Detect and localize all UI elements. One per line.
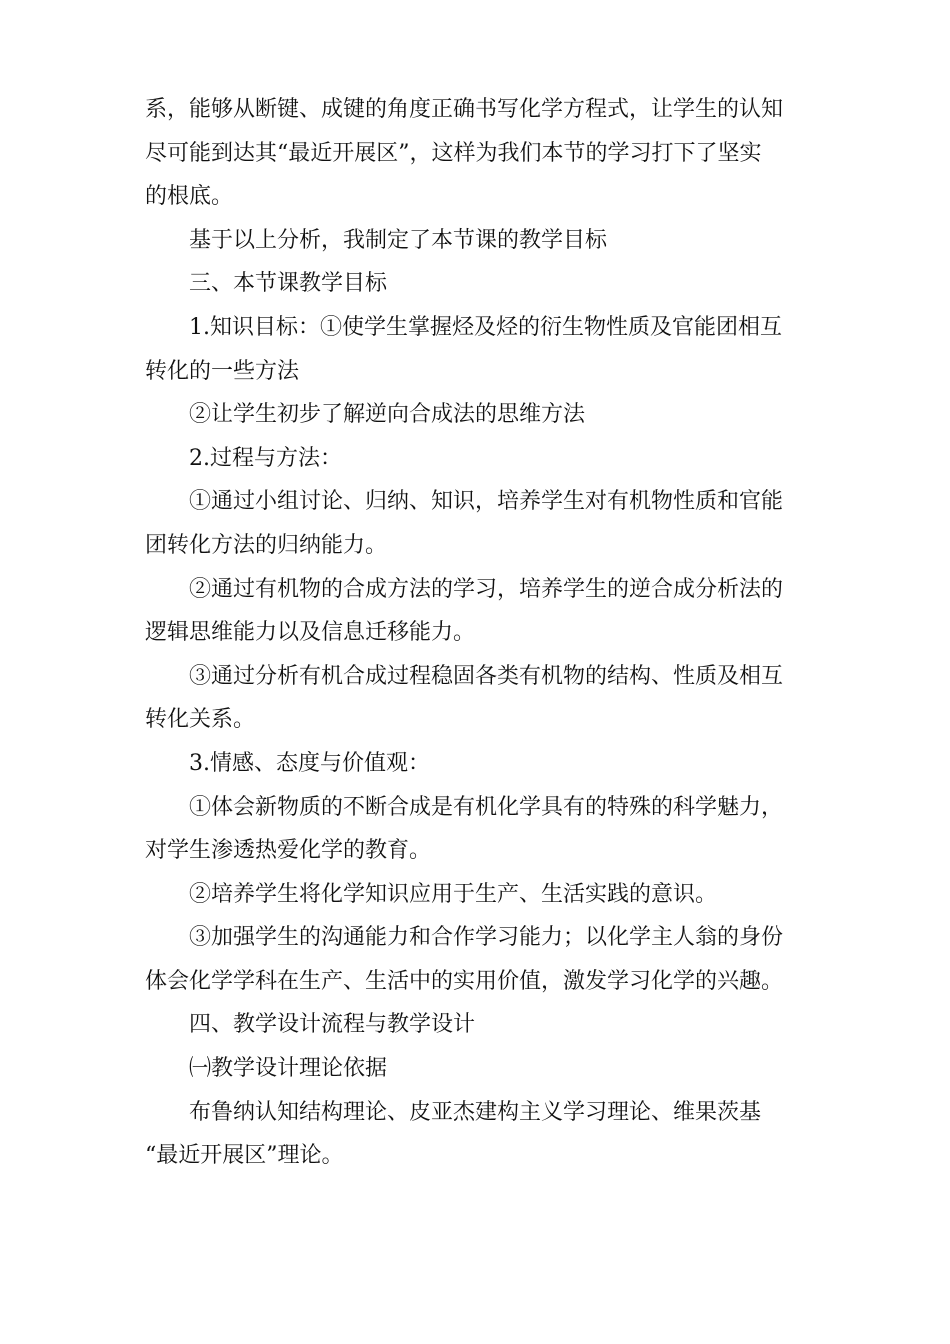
text-line-7: 转化的一些方法 bbox=[145, 358, 300, 384]
text-line-3: 的根底。 bbox=[145, 184, 234, 210]
text-line-4: 基于以上分析，我制定了本节课的教学目标 bbox=[189, 227, 608, 253]
text-line-24: 布鲁纳认知结构理论、皮亚杰建构主义学习理论、维果茨基 bbox=[189, 1099, 762, 1125]
subheading-emotion-attitude: 3.情感、态度与价值观： bbox=[189, 750, 430, 776]
text-line-14: ③通过分析有机合成过程稳固各类有机物的结构、性质及相互 bbox=[189, 663, 784, 689]
text-line-20: ③加强学生的沟通能力和合作学习能力；以化学主人翁的身份 bbox=[189, 925, 784, 951]
text-line-6: 1.知识目标：①使学生掌握烃及烃的衍生物性质及官能团相互 bbox=[189, 314, 782, 340]
text-line-18: 对学生渗透热爱化学的教育。 bbox=[145, 838, 432, 864]
text-line-17: ①体会新物质的不断合成是有机化学具有的特殊的科学魅力， bbox=[189, 794, 784, 820]
subheading-process-method: 2.过程与方法： bbox=[189, 445, 342, 471]
text-line-8: ②让学生初步了解逆向合成法的思维方法 bbox=[189, 402, 586, 428]
text-line-12: ②通过有机物的合成方法的学习，培养学生的逆合成分析法的 bbox=[189, 576, 784, 602]
section-heading-3: 三、本节课教学目标 bbox=[189, 271, 388, 297]
text-line-11: 团转化方法的归纳能力。 bbox=[145, 532, 388, 558]
document-body bbox=[145, 88, 800, 1178]
text-line-2: 尽可能到达其“最近开展区”，这样为我们本节的学习打下了坚实 bbox=[145, 140, 762, 166]
text-line-19: ②培养学生将化学知识应用于生产、生活实践的意识。 bbox=[189, 881, 718, 907]
text-line-25: “最近开展区”理论。 bbox=[145, 1143, 344, 1169]
text-line-10: ①通过小组讨论、归纳、知识，培养学生对有机物性质和官能 bbox=[189, 489, 784, 515]
section-heading-4: 四、教学设计流程与教学设计 bbox=[189, 1012, 476, 1038]
subheading-theory-basis: ㈠教学设计理论依据 bbox=[189, 1056, 388, 1082]
text-line-21: 体会化学学科在生产、生活中的实用价值，激发学习化学的兴趣。 bbox=[145, 968, 784, 994]
text-line-13: 逻辑思维能力以及信息迁移能力。 bbox=[145, 620, 476, 646]
text-line-15: 转化关系。 bbox=[145, 707, 256, 733]
text-line-1: 系，能够从断键、成键的角度正确书写化学方程式，让学生的认知 bbox=[145, 97, 784, 122]
